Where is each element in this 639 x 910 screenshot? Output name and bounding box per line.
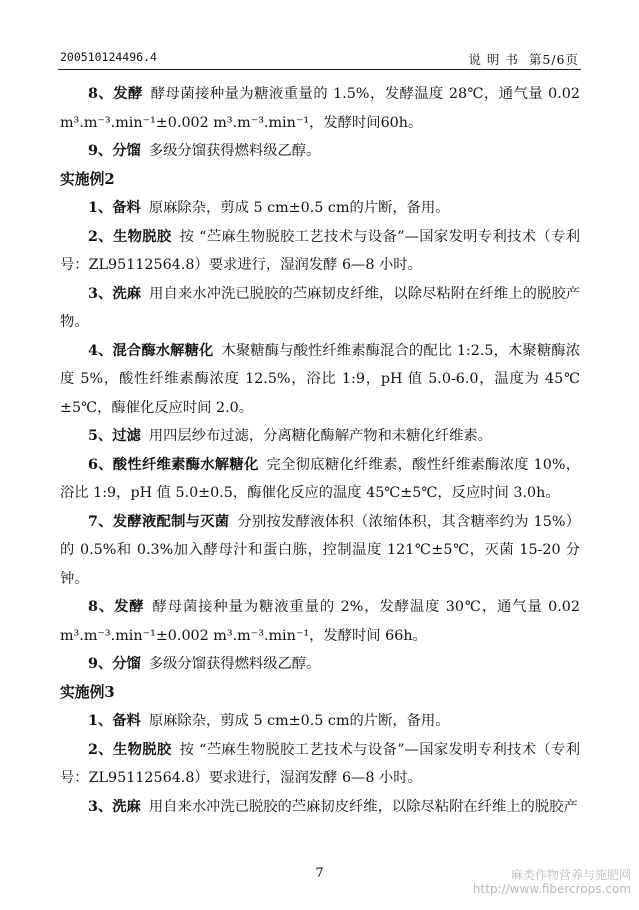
step-label: 1、备料 — [88, 200, 141, 216]
watermark-site-name: 麻类作物营养与施肥网 — [510, 868, 631, 882]
document-body — [60, 80, 580, 821]
step-paragraph — [60, 793, 580, 822]
step-text: 用四层纱布过滤，分离糖化酶解产物和未糖化纤维素。 — [148, 428, 492, 444]
step-label: 6、酸性纤维素酶水解糖化 — [88, 456, 259, 473]
section-heading: 实施例2 — [60, 170, 115, 188]
step-text: 酵母菌接种量为糖液重量的 1.5%，发酵温度 28℃，通气量 0.02 m³.m⁻³.min⁻¹±0.002 m³.m⁻³.min⁻¹，发酵时间60h。 — [60, 86, 580, 131]
step-label: 9、分馏 — [88, 656, 141, 672]
step-text: 多级分馏获得燃料级乙醇。 — [148, 656, 321, 672]
doc-type: 说 明 书 — [468, 52, 519, 67]
step-text: 按 “苎麻生物脱胶工艺技术与设备”—国家发明专利技术（专利号：ZL95112564.8）要求进行，湿润发酵 6—8 小时。 — [60, 741, 580, 786]
step-label: 2、生物脱胶 — [88, 741, 172, 758]
step-label: 3、洗麻 — [88, 798, 141, 815]
step-paragraph — [60, 707, 580, 736]
step-text: 酵母菌接种量为糖液重量的 2%，发酵温度 30℃，通气量 0.02 m³.m⁻³.min⁻¹±0.002 m³.m⁻³.min⁻¹，发酵时间 66h。 — [60, 599, 580, 644]
step-text: 用自来水冲洗已脱胶的苎麻韧皮纤维，以除尽粘附在纤维上的脱胶产物。 — [60, 285, 581, 330]
step-text: 多级分馏获得燃料级乙醇。 — [148, 143, 321, 159]
step-label: 5、过滤 — [88, 428, 141, 444]
step-paragraph — [60, 736, 580, 793]
header-right — [468, 50, 579, 68]
step-paragraph — [60, 137, 580, 166]
step-label: 8、发酵 — [88, 599, 145, 615]
step-label: 3、洗麻 — [88, 285, 142, 302]
step-label: 7、发酵液配制与灭菌 — [88, 513, 230, 530]
step-paragraph — [60, 80, 580, 137]
step-label: 9、分馏 — [88, 143, 141, 159]
watermark — [473, 868, 631, 896]
step-paragraph — [60, 337, 580, 423]
step-label: 1、备料 — [88, 713, 141, 729]
step-text: 按 “苎麻生物脱胶工艺技术与设备”—国家发明专利技术（专利号：ZL95112564.8）要求进行，湿润发酵 6—8 小时。 — [60, 228, 580, 273]
section-heading: 实施例3 — [60, 683, 115, 701]
step-paragraph — [60, 650, 580, 679]
step-paragraph — [60, 451, 580, 508]
step-paragraph — [60, 194, 580, 223]
step-text: 分别按发酵液体积（浓缩体积，其含糖率约为 15%）的 0.5%和 0.3%加入酵母汁和蛋白胨，控制温度 121℃±5℃，灭菌 15-20 分钟。 — [60, 513, 580, 587]
watermark-url: http://www.fibercrops.com — [472, 882, 631, 896]
step-text: 木聚糖酶与酸性纤维素酶混合的配比 1:2.5，木聚糖酶浓度 5%，酸性纤维素酶浓度 12.5%，浴比 1:9，pH 值 5.0-6.0，温度为 45℃±5℃，酶催化反应时间 2.0。 — [60, 342, 580, 416]
step-paragraph — [60, 223, 580, 280]
step-text: 完全彻底糖化纤维素，酸性纤维素酶浓度 10%，浴比 1:9，pH 值 5.0±0.5，酶催化反应的温度 45℃±5℃，反应时间 3.0h。 — [60, 456, 580, 501]
step-label: 8、发酵 — [88, 86, 143, 102]
step-paragraph — [60, 422, 580, 451]
step-text: 原麻除杂，剪成 5 cm±0.5 cm的片断，备用。 — [148, 200, 450, 216]
header-rule — [58, 69, 581, 70]
step-paragraph — [60, 508, 580, 594]
step-paragraph — [60, 280, 580, 337]
step-paragraph — [60, 593, 580, 650]
step-text: 用自来水冲洗已脱胶的苎麻韧皮纤维，以除尽粘附在纤维上的脱胶产 — [148, 798, 578, 815]
page-header — [60, 50, 579, 70]
page-info: 第5/6页 — [528, 52, 579, 67]
step-label: 2、生物脱胶 — [88, 228, 172, 245]
step-label: 4、混合酶水解糖化 — [88, 342, 214, 359]
page-number: 7 — [315, 866, 324, 881]
step-text: 原麻除杂，剪成 5 cm±0.5 cm的片断，备用。 — [148, 713, 450, 729]
doc-number: 200510124496.4 — [60, 50, 157, 64]
